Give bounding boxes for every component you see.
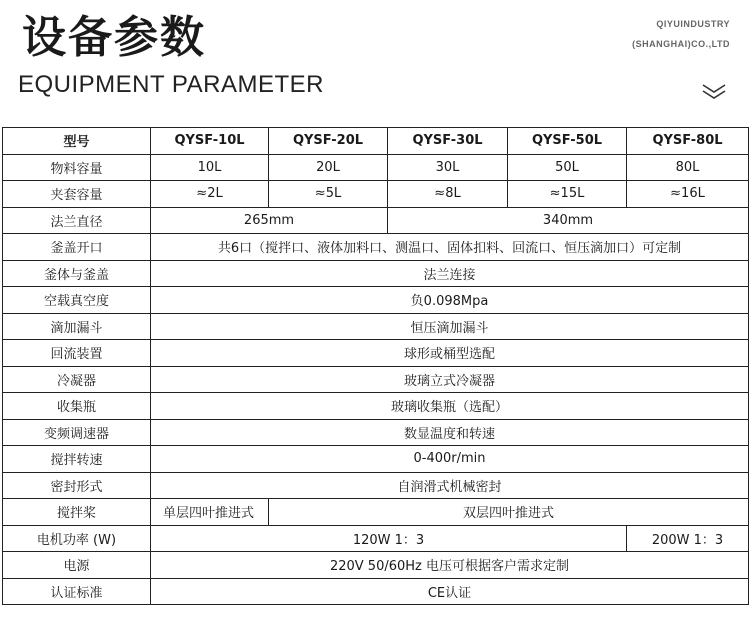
value-cell: 共6口（搅拌口、液体加料口、测温口、固体扣料、回流口、恒压滴加口）可定制 bbox=[151, 234, 749, 261]
row-label: 变频调速器 bbox=[3, 419, 151, 446]
model-cell: QYSF-50L bbox=[508, 128, 627, 155]
row-label: 型号 bbox=[3, 128, 151, 155]
model-cell: QYSF-10L bbox=[151, 128, 269, 155]
value-cell: 数显温度和转速 bbox=[151, 419, 749, 446]
table-row-reflux bbox=[3, 340, 749, 367]
company-line-1: QIYUINDUSTRY bbox=[656, 19, 730, 29]
table-row-stir-speed bbox=[3, 446, 749, 473]
page-subtitle: EQUIPMENT PARAMETER bbox=[18, 71, 324, 98]
row-label: 认证标准 bbox=[3, 578, 151, 605]
value-cell: 120W 1：3 bbox=[151, 525, 627, 552]
row-label: 冷凝器 bbox=[3, 366, 151, 393]
row-label: 空载真空度 bbox=[3, 287, 151, 314]
value-cell: 玻璃收集瓶（选配） bbox=[151, 393, 749, 420]
row-label: 夹套容量 bbox=[3, 181, 151, 208]
table-row-seal bbox=[3, 472, 749, 499]
value-cell: 玻璃立式冷凝器 bbox=[151, 366, 749, 393]
table-row-power bbox=[3, 525, 749, 552]
value-cell: ≈5L bbox=[269, 181, 388, 208]
table-row-paddle bbox=[3, 499, 749, 526]
value-cell: 20L bbox=[269, 154, 388, 181]
value-cell: 负0.098Mpa bbox=[151, 287, 749, 314]
row-label: 回流装置 bbox=[3, 340, 151, 367]
value-cell: 双层四叶推进式 bbox=[269, 499, 749, 526]
company-name bbox=[632, 14, 730, 54]
row-label: 物料容量 bbox=[3, 154, 151, 181]
model-cell: QYSF-20L bbox=[269, 128, 388, 155]
model-cell: QYSF-30L bbox=[388, 128, 508, 155]
parameter-table bbox=[2, 127, 749, 605]
table-row-lid-ports bbox=[3, 234, 749, 261]
table-row-funnel bbox=[3, 313, 749, 340]
table-row-collector bbox=[3, 393, 749, 420]
row-label: 密封形式 bbox=[3, 472, 151, 499]
table-row-supply bbox=[3, 552, 749, 579]
table-row-volume bbox=[3, 154, 749, 181]
value-cell: 200W 1：3 bbox=[627, 525, 749, 552]
value-cell: 单层四叶推进式 bbox=[151, 499, 269, 526]
value-cell: 球形或桶型选配 bbox=[151, 340, 749, 367]
page-title: 设备参数 bbox=[22, 12, 206, 63]
table-row-flange bbox=[3, 207, 749, 234]
row-label: 滴加漏斗 bbox=[3, 313, 151, 340]
value-cell: CE认证 bbox=[151, 578, 749, 605]
row-label: 搅拌桨 bbox=[3, 499, 151, 526]
company-line-2: (SHANGHAI)CO.,LTD bbox=[632, 39, 730, 49]
double-chevron-down-icon bbox=[701, 82, 727, 100]
row-label: 釜体与釜盖 bbox=[3, 260, 151, 287]
value-cell: ≈2L bbox=[151, 181, 269, 208]
table-row-speed-controller bbox=[3, 419, 749, 446]
value-cell: ≈16L bbox=[627, 181, 749, 208]
model-cell: QYSF-80L bbox=[627, 128, 749, 155]
value-cell: 50L bbox=[508, 154, 627, 181]
value-cell: 265mm bbox=[151, 207, 388, 234]
row-label: 法兰直径 bbox=[3, 207, 151, 234]
row-label: 收集瓶 bbox=[3, 393, 151, 420]
table-row-jacket bbox=[3, 181, 749, 208]
table-row-body-lid bbox=[3, 260, 749, 287]
table-row-cert bbox=[3, 578, 749, 605]
value-cell: 30L bbox=[388, 154, 508, 181]
table-row-condenser bbox=[3, 366, 749, 393]
row-label: 电机功率 (W) bbox=[3, 525, 151, 552]
table-row-model bbox=[3, 128, 749, 155]
value-cell: ≈8L bbox=[388, 181, 508, 208]
value-cell: 340mm bbox=[388, 207, 749, 234]
table-row-vacuum bbox=[3, 287, 749, 314]
value-cell: ≈15L bbox=[508, 181, 627, 208]
value-cell: 恒压滴加漏斗 bbox=[151, 313, 749, 340]
value-cell: 自润滑式机械密封 bbox=[151, 472, 749, 499]
value-cell: 80L bbox=[627, 154, 749, 181]
row-label: 釜盖开口 bbox=[3, 234, 151, 261]
value-cell: 0-400r/min bbox=[151, 446, 749, 473]
value-cell: 220V 50/60Hz 电压可根据客户需求定制 bbox=[151, 552, 749, 579]
value-cell: 法兰连接 bbox=[151, 260, 749, 287]
row-label: 电源 bbox=[3, 552, 151, 579]
value-cell: 10L bbox=[151, 154, 269, 181]
row-label: 搅拌转速 bbox=[3, 446, 151, 473]
